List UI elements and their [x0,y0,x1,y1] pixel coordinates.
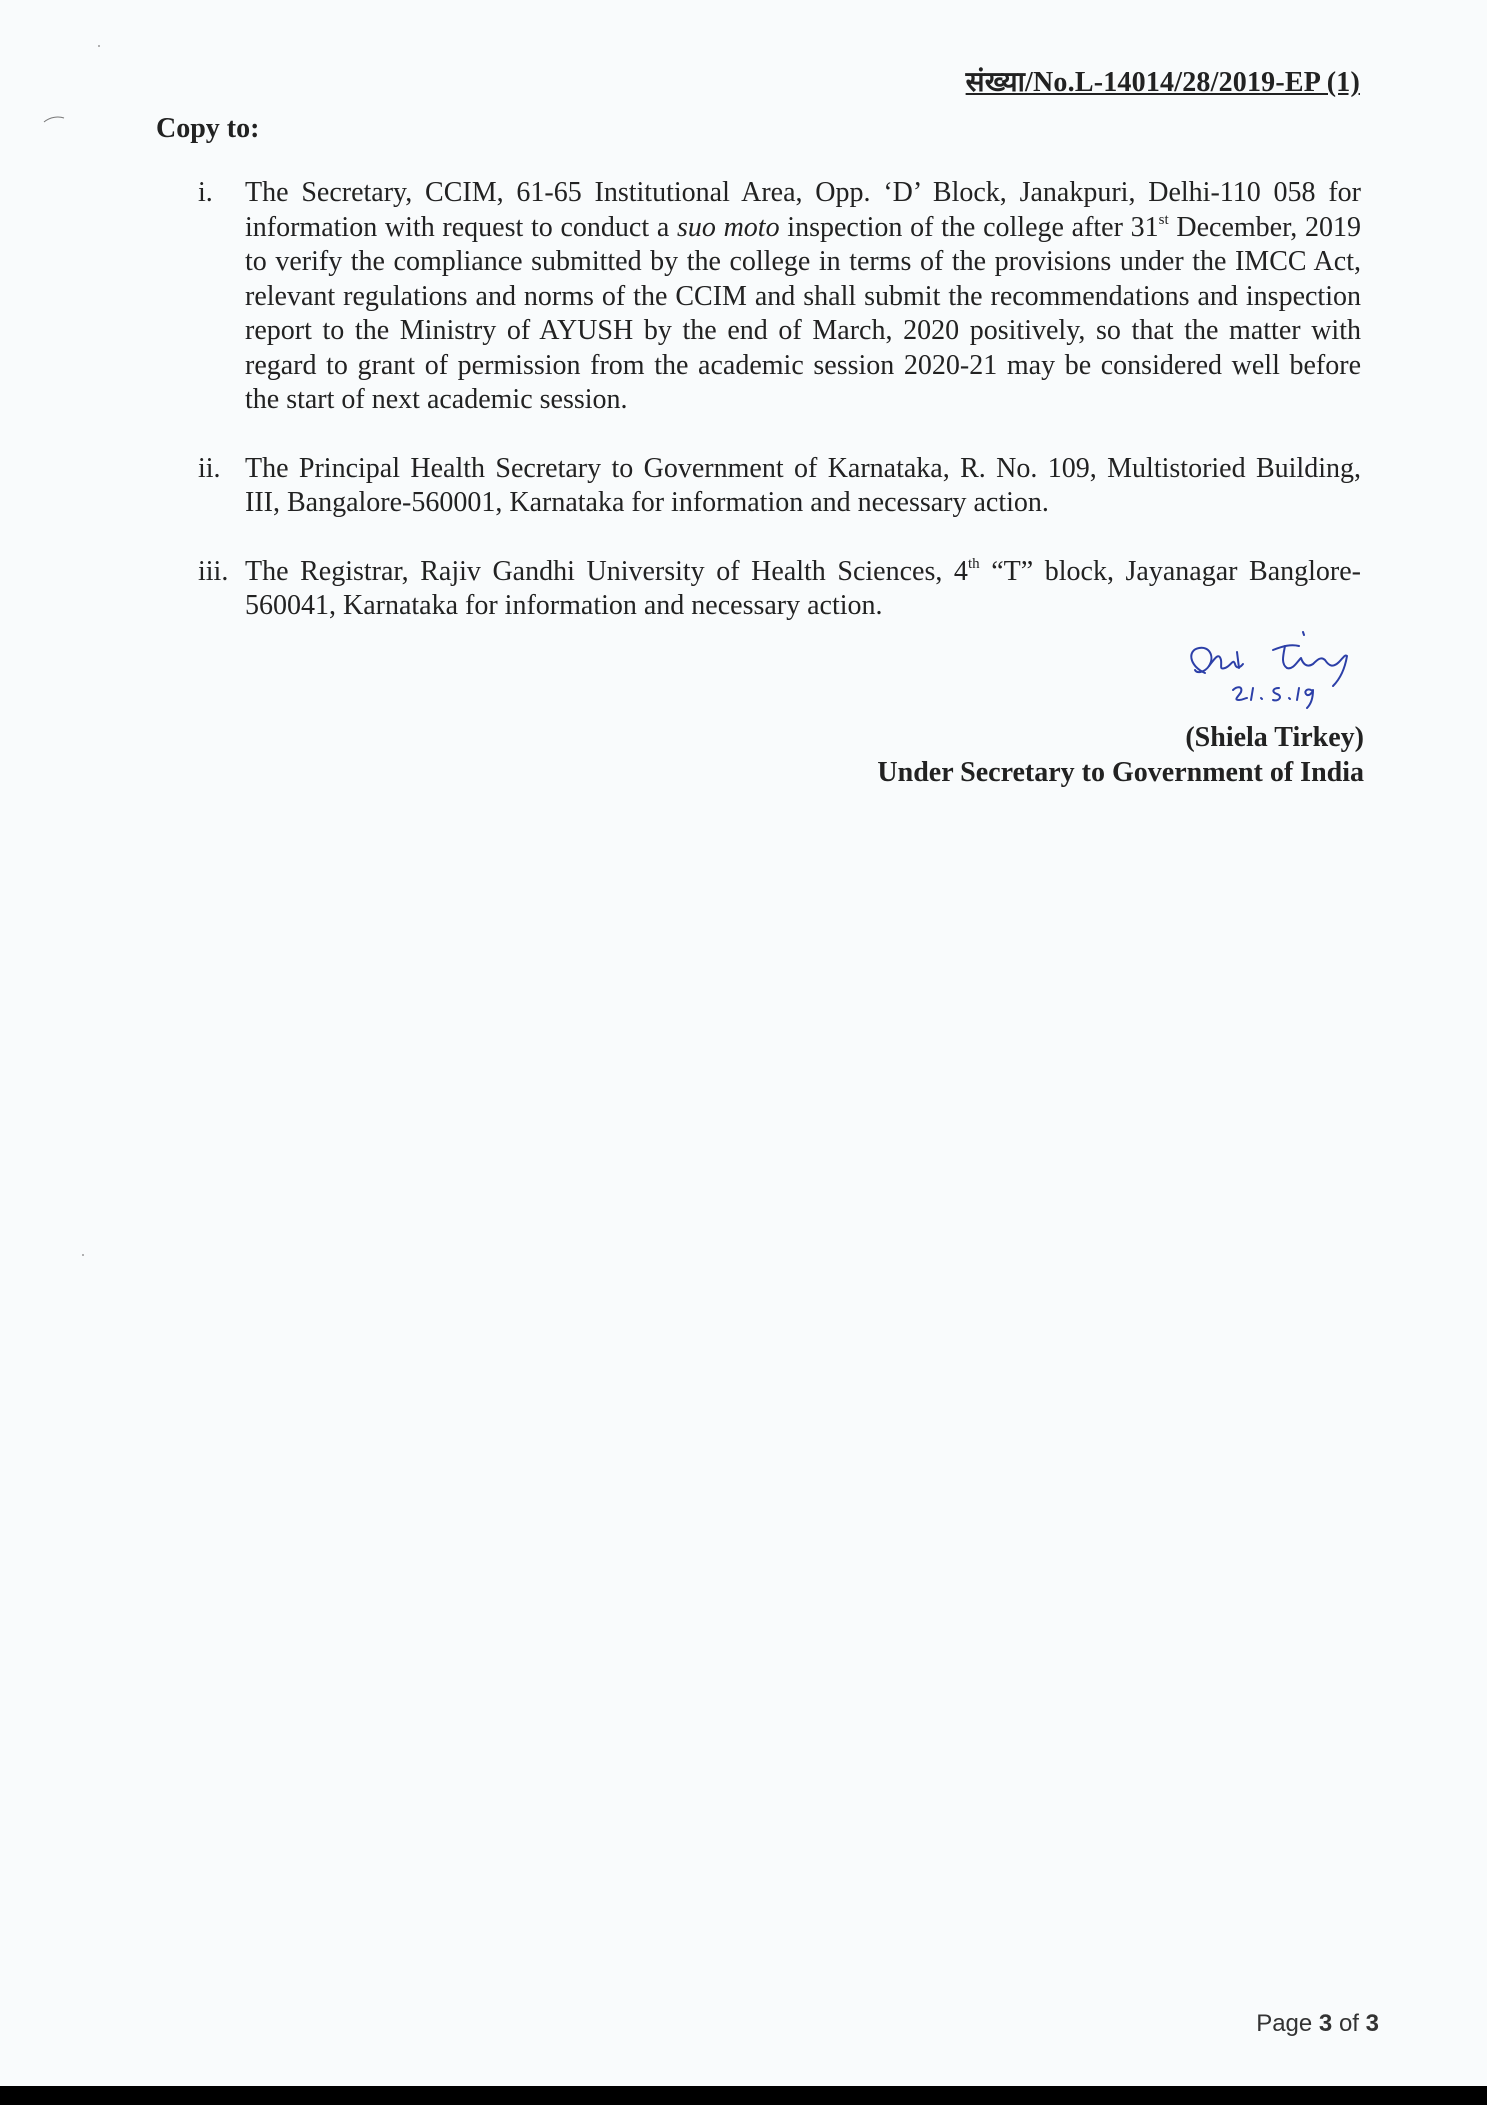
page-number [1256,2010,1379,2038]
scan-speck [98,45,100,47]
scan-bottom-border [0,2086,1487,2105]
item-text: The Registrar, Rajiv Gandhi University of Health Sciences, 4 [245,555,968,587]
item-numeral: i. [198,177,213,208]
signatory-name: (Shiela Tirkey) [1185,722,1364,753]
item-numeral: iii. [198,555,229,587]
item-text: The Principal Health Secretary to Government of Karnataka, R. No. 109, Multistoried Building, III, Bangalore-560001, Karnataka for information and necessary action. [245,452,1361,518]
item-text: inspection of the college after 31 [779,211,1159,243]
page-label: Page [1256,2010,1313,2037]
signatory-designation: Under Secretary to Government of India [877,757,1364,788]
ordinal-superscript: th [967,555,980,572]
handwritten-signature [1175,628,1375,713]
copy-to-item-3 [198,555,1361,624]
page-of: of [1338,2010,1359,2037]
copy-to-list [198,176,1361,658]
item-text-italic: suo moto [676,211,780,243]
item-text: December, 2019 to verify the compliance submitted by the college in terms of the provisions under the IMCC Act, relevant regulations and norms of the CCIM and shall submit the recommendations and inspection report to the Ministry of AYUSH by the end of March, 2020 positively, so that the matter with regard to grant of permission from the academic session 2020-21 may be considered well before the start of next academic session. [245,211,1362,415]
reference-number: संख्या/No.L-14014/28/2019-EP (1) [965,67,1360,98]
ordinal-superscript: st [1158,211,1169,228]
page-total: 3 [1365,2010,1379,2037]
copy-to-item-2 [198,452,1361,521]
scan-mark [42,114,66,124]
item-numeral: ii. [198,452,221,484]
scan-speck [82,1254,84,1256]
signature-block [877,720,1364,790]
item-text: “T” block, Jayanagar Banglore-560041, Karnataka for information and necessary action. [245,555,1361,621]
page-current: 3 [1318,2010,1333,2037]
copy-to-item-1 [198,176,1361,418]
item-text: The Secretary, CCIM, 61-65 Institutional Area, Opp. ‘D’ Block, Janakpuri, Delhi-110 058 for information with request to conduct a [245,177,1361,243]
copy-to-heading: Copy to: [156,113,260,144]
